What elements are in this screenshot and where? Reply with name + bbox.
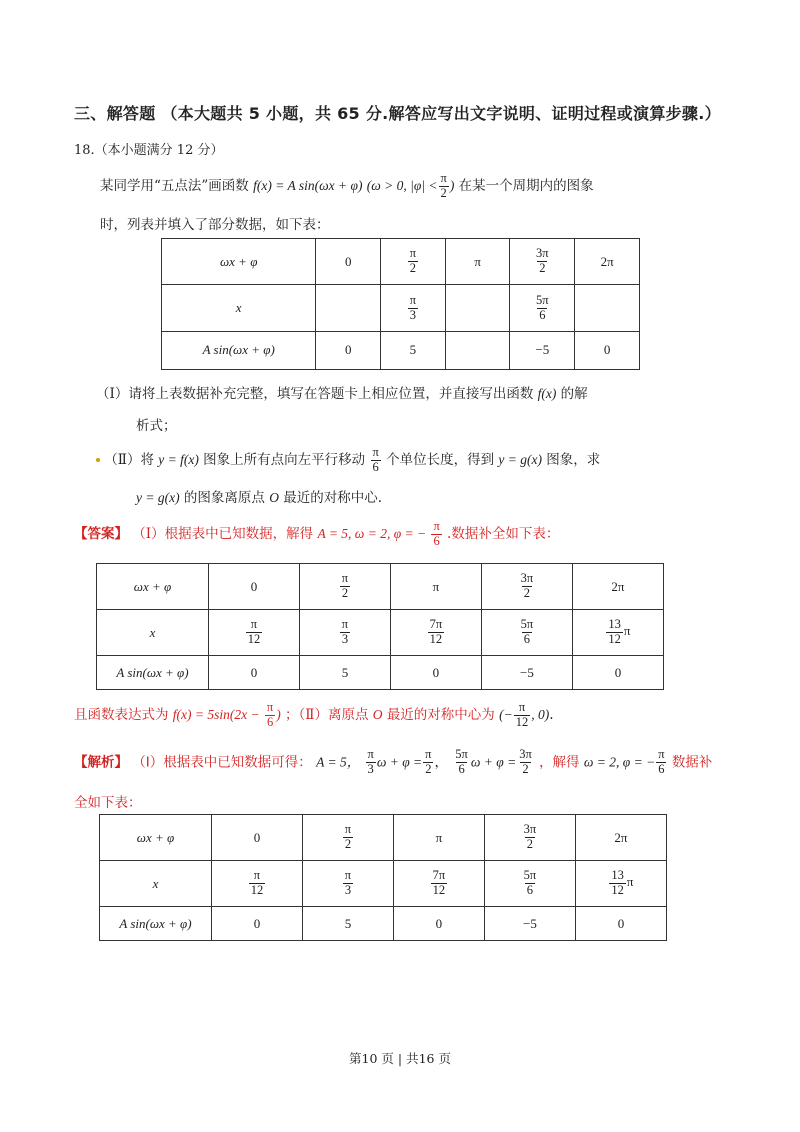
expr-text-b: ；（Ⅱ）离原点 — [285, 706, 369, 723]
frac-den: 12 — [429, 632, 443, 646]
expr-fraction — [265, 701, 275, 730]
t2-cell — [572, 610, 663, 656]
frac-den: 12 — [247, 632, 261, 646]
frac-num: π — [253, 868, 261, 883]
frac-num: 7π — [429, 617, 443, 632]
t1-cell — [381, 239, 446, 285]
t2-cell: 0 — [208, 564, 299, 610]
t2-cell — [299, 610, 390, 656]
t1-cell — [575, 285, 640, 331]
row-label-value: A sin(ωx + φ) — [97, 656, 209, 690]
t3-cell — [484, 815, 575, 861]
analysis-text-a: （Ⅰ）根据表中已知数据可得： — [132, 754, 312, 771]
answer-line — [74, 520, 559, 549]
row-label-phase: ωx + φ — [97, 564, 209, 610]
frac-num: π — [658, 747, 665, 761]
t1-cell — [510, 285, 575, 331]
answer-table — [96, 563, 664, 690]
frac-den: 2 — [344, 837, 352, 851]
frac-num: π — [425, 747, 432, 761]
frac-den: 6 — [266, 714, 274, 729]
t3-cell — [302, 815, 393, 861]
intro-text-b: 在某一个周期内的图象 — [458, 177, 594, 194]
question-table — [161, 238, 640, 370]
intro-text-a: 某同学用“五点法”画函数 — [100, 177, 249, 194]
part2-text-g: 最近的对称中心. — [283, 490, 383, 506]
t1-cell — [510, 239, 575, 285]
analysis-line: 【解析】 （Ⅰ）根据表中已知数据可得： A = 5， $\frac{\pi}{3}$ ω + φ = $\frac{\pi}{2}$ ， $\frac{5\pi}{6}$ ω + φ = $\frac{3\pi}{2}$ ，解得 ω = 2, φ = − $\frac{\pi}{6}$ 数据补 — [74, 747, 713, 776]
part2-text-b: 图象上所有点向左平行移动 — [203, 451, 366, 468]
part2-text-d: 图象，求 — [546, 451, 601, 468]
t2-cell: π — [390, 564, 481, 610]
frac-num: π — [518, 700, 526, 714]
frac-num: π — [341, 617, 349, 632]
frac-num: π — [341, 571, 349, 586]
t3-cell: −5 — [484, 907, 575, 941]
frac-num: π — [409, 246, 417, 261]
t1-cell: 0 — [316, 239, 381, 285]
t1-cell — [316, 285, 381, 331]
frac-num: π — [367, 747, 374, 761]
answer-fraction — [431, 520, 441, 549]
frac-num: 3π — [520, 571, 534, 586]
condition-close: ) — [449, 177, 455, 193]
eq1-frac-right — [423, 748, 433, 777]
frac-num: π — [440, 171, 447, 185]
t2-cell — [481, 610, 572, 656]
condition-open: (ω > 0, |φ| < — [366, 177, 438, 193]
t3-cell: 0 — [211, 815, 302, 861]
row-label-x: x — [162, 285, 316, 331]
t2-cell: 0 — [208, 656, 299, 690]
t2-cell: 5 — [299, 656, 390, 690]
frac-den: 2 — [341, 586, 349, 600]
row-label-x: x — [97, 610, 209, 656]
frac-num: 3π — [523, 822, 537, 837]
t3-cell: 2π — [575, 815, 666, 861]
center-end: . — [549, 706, 554, 723]
t3-cell — [302, 861, 393, 907]
frac-den: 6 — [526, 883, 534, 897]
frac-den: 2 — [425, 761, 432, 776]
part1-text-b: 的解 — [560, 386, 588, 402]
answer-expression-line — [74, 701, 554, 730]
sol-fraction — [656, 748, 666, 777]
frac-den: 6 — [523, 632, 531, 646]
analysis-label: 【解析】 — [74, 754, 128, 771]
center-close: , 0) — [531, 706, 550, 722]
frac-num: 13 — [611, 868, 624, 883]
frac-num: π — [344, 822, 352, 837]
frac-num: 7π — [432, 868, 446, 883]
frac-den: 12 — [250, 883, 264, 897]
frac-den: 6 — [658, 761, 665, 776]
frac-den: 3 — [341, 632, 349, 646]
question-intro-line2: 时，列表并填入了部分数据，如下表： — [100, 217, 330, 233]
t2-cell: 0 — [390, 656, 481, 690]
t1-cell: −5 — [510, 331, 575, 369]
t3-cell: 0 — [211, 907, 302, 941]
expr-function: f(x) = 5sin(2x − — [172, 706, 260, 722]
frac-num: π — [344, 868, 352, 883]
frac-num: 13 — [608, 617, 621, 632]
frac-den: 2 — [440, 185, 447, 200]
eq2-frac-left — [453, 748, 470, 777]
frac-den: 12 — [611, 883, 624, 897]
frac-den: 2 — [409, 261, 417, 276]
function-expression: f(x) = A sin(ωx + φ) — [253, 177, 363, 193]
analysis-table — [99, 814, 667, 941]
eq1-frac-left — [366, 748, 376, 777]
part2-fraction — [370, 446, 380, 475]
frac-den: 2 — [522, 761, 529, 776]
eq2-frac-right — [517, 748, 534, 777]
t3-cell: 0 — [575, 907, 666, 941]
t3-cell: π — [393, 815, 484, 861]
frac-den: 6 — [433, 533, 440, 548]
row-label-value: A sin(ωx + φ) — [162, 331, 316, 369]
expr-text-a: 且函数表达式为 — [74, 706, 169, 723]
frac-den: 12 — [515, 714, 529, 729]
part1-line1 — [96, 382, 588, 402]
answer-label: 【答案】 — [74, 525, 128, 542]
part1-line2: 析式； — [136, 418, 177, 434]
mark-dot-icon — [96, 458, 100, 462]
frac-num: 5π — [455, 747, 468, 761]
frac-den: 3 — [367, 761, 374, 776]
t1-cell: 0 — [575, 331, 640, 369]
expr-text-c: 最近的对称中心为 — [386, 706, 495, 723]
frac-den: 6 — [539, 307, 546, 322]
frac-den: 12 — [432, 883, 446, 897]
center-open: (− — [499, 706, 513, 722]
frac-den: 6 — [458, 761, 465, 776]
frac-den: 6 — [372, 459, 379, 474]
t1-cell: π — [445, 239, 510, 285]
frac-num: 5π — [536, 292, 549, 307]
analysis-text-b: ，解得 — [539, 754, 580, 771]
row-label-value: A sin(ωx + φ) — [100, 907, 212, 941]
frac-den: 2 — [539, 261, 546, 276]
frac-den: 12 — [608, 632, 621, 646]
expr-close: ) — [276, 706, 281, 722]
part2-line1 — [96, 446, 600, 475]
analysis-a: A = 5， — [316, 754, 361, 770]
frac-num: 3π — [519, 747, 532, 761]
frac-den: 2 — [523, 586, 531, 600]
frac-den: 3 — [344, 883, 352, 897]
t1-cell: 0 — [316, 331, 381, 369]
part2-text-c: 个单位长度，得到 — [386, 451, 495, 468]
part2-line2 — [136, 486, 382, 506]
part1-text: （Ⅰ）请将上表数据补充完整，填写在答题卡上相应位置，并直接写出函数 — [96, 386, 534, 402]
answer-values: A = 5, ω = 2, φ = − — [317, 525, 427, 541]
t3-cell — [211, 861, 302, 907]
frac-num: 3π — [536, 246, 549, 261]
analysis-line2: 全如下表： — [74, 795, 142, 811]
frac-num: π — [409, 292, 417, 307]
row-label-x: x — [100, 861, 212, 907]
question-number: 18.（本小题满分 12 分） — [74, 143, 224, 158]
t2-cell — [299, 564, 390, 610]
part2-g: y = g(x) — [498, 451, 542, 467]
analysis-solution: ω = 2, φ = − — [583, 754, 656, 770]
page-footer: 第10 页 | 共16 页 — [349, 1051, 451, 1066]
frac-den: 2 — [526, 837, 534, 851]
t2-cell: 0 — [572, 656, 663, 690]
frac-num: π — [266, 700, 274, 714]
row-label-phase: ωx + φ — [162, 239, 316, 285]
question-intro-line1 — [100, 172, 594, 201]
frac-den: 3 — [409, 307, 417, 322]
t2-cell — [208, 610, 299, 656]
t3-cell — [484, 861, 575, 907]
frac-num: π — [250, 617, 258, 632]
part2-text-a: （Ⅱ）将 — [104, 451, 154, 468]
t3-cell: 5 — [302, 907, 393, 941]
eq1-mid: ω + φ = — [376, 754, 423, 770]
t2-cell: 2π — [572, 564, 663, 610]
t3-cell: 0 — [393, 907, 484, 941]
expr-O: O — [372, 706, 383, 722]
t1-cell — [445, 331, 510, 369]
center-fraction — [514, 701, 531, 730]
answer-text-a: （Ⅰ）根据表中已知数据，解得 — [132, 525, 314, 542]
t3-cell — [575, 861, 666, 907]
frac-num: π — [433, 519, 440, 533]
pi-symbol: π — [623, 623, 631, 639]
part1-fx: f(x) — [537, 386, 557, 401]
frac-num: π — [372, 445, 379, 459]
answer-text-b: .数据补全如下表： — [447, 525, 560, 542]
t1-cell — [381, 285, 446, 331]
t2-cell — [390, 610, 481, 656]
analysis-text-c: 数据补 — [671, 754, 713, 771]
part2-text-f: 的图象离原点 — [183, 490, 265, 506]
pi-symbol: π — [626, 874, 634, 890]
t3-cell — [393, 861, 484, 907]
t1-cell — [445, 285, 510, 331]
part2-O: O — [269, 490, 279, 505]
frac-num: 5π — [523, 868, 537, 883]
eq2-mid: ω + φ = — [470, 754, 517, 770]
part2-e: y = g(x) — [136, 490, 180, 505]
t1-cell: 5 — [381, 331, 446, 369]
t2-cell: −5 — [481, 656, 572, 690]
frac-num: 5π — [520, 617, 534, 632]
row-label-phase: ωx + φ — [100, 815, 212, 861]
part2-y: y = f(x) — [158, 451, 199, 467]
t2-cell — [481, 564, 572, 610]
section-title: 三、解答题 （本大题共 5 小题，共 65 分.解答应写出文字说明、证明过程或演算步骤.） — [74, 104, 721, 123]
condition-fraction — [439, 172, 449, 201]
t1-cell: 2π — [575, 239, 640, 285]
